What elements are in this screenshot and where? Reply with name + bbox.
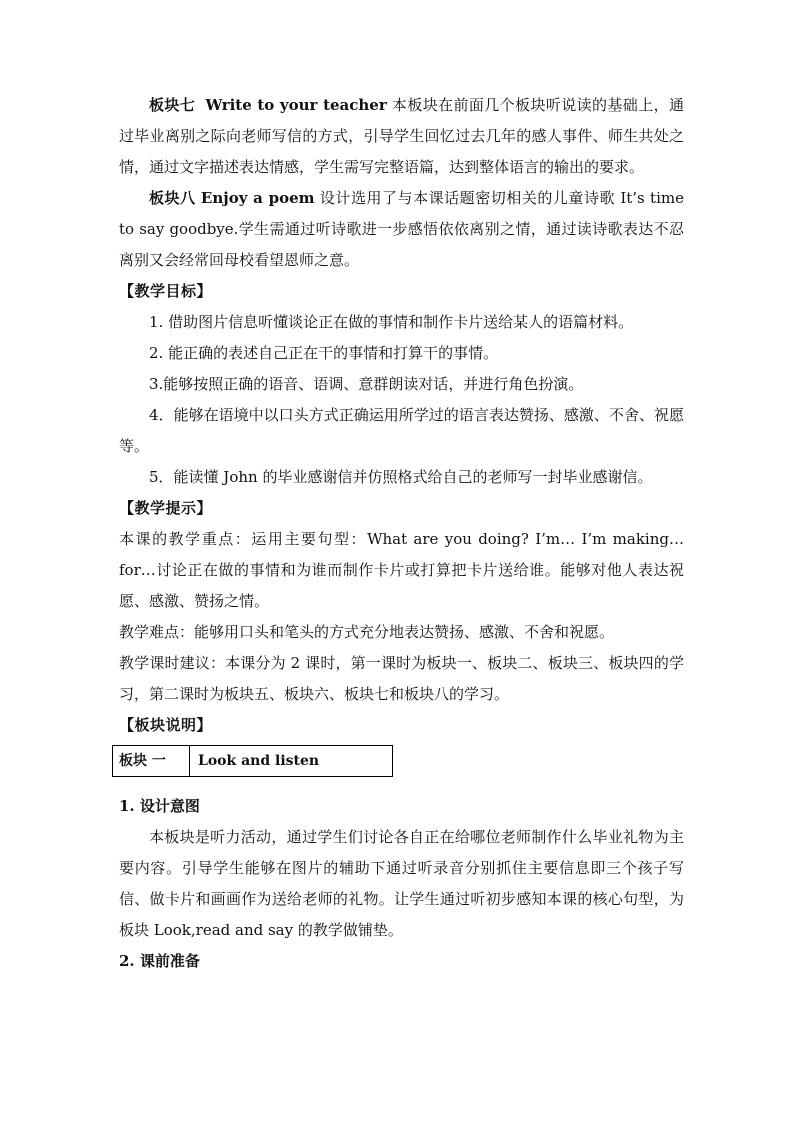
module-7-label: 板块七 [149, 96, 196, 114]
module-8-label: 板块八 [149, 189, 196, 207]
module-table [112, 745, 393, 777]
paragraph-module-8 [119, 183, 684, 276]
spacer [119, 777, 684, 791]
table-row [113, 746, 393, 777]
module-number-cell: 板块 一 [113, 746, 190, 777]
objective-item: 2. 能正确的表述自己正在干的事情和打算干的事情。 [149, 344, 499, 362]
objective-item: 3.能够按照正确的语音、语调、意群朗读对话，并进行角色扮演。 [149, 375, 584, 393]
prep-heading: 2. 课前准备 [119, 952, 200, 970]
objective-item: 5．能读懂 John 的毕业感谢信并仿照格式给自己的老师写一封毕业感谢信。 [149, 468, 653, 486]
tips-schedule: 教学课时建议：本课分为 2 课时，第一课时为板块一、板块二、板块三、板块四的学习，第二课时为板块五、板块六、板块七和板块八的学习。 [119, 654, 684, 703]
objective-item: 1. 借助图片信息听懂谈论正在做的事情和制作卡片送给某人的语篇材料。 [149, 313, 634, 331]
module-title-cell: Look and listen [190, 746, 393, 777]
objective-item: 4．能够在语境中以口头方式正确运用所学过的语言表达赞扬、感激、不舍、祝愿等。 [119, 406, 684, 455]
objectives-heading: 【教学目标】 [119, 282, 213, 300]
module-7-title: Write to your teacher [205, 96, 387, 114]
design-heading: 1. 设计意图 [119, 797, 200, 815]
modules-heading: 【板块说明】 [119, 716, 213, 734]
module-8-text: 设计选用了与本课话题密切相关的儿童诗歌 It’s time to say goodbye.学生需通过听诗歌进一步感悟依依离别之情，通过读诗歌表达不忍离别又会经常回母校看望恩师之意。 [119, 189, 684, 269]
design-text: 本板块是听力活动，通过学生们讨论各自正在给哪位老师制作什么毕业礼物为主要内容。引导学生能够在图片的辅助下通过听录音分别抓住主要信息即三个孩子写信、做卡片和画画作为送给老师的礼物。让学生通过听初步感知本课的核心句型，为板块 Look,read and say 的教学做铺垫。 [119, 828, 684, 939]
module-table-wrap [112, 745, 684, 777]
module-7-text: 本板块在前面几个板块听说读的基础上，通过毕业离别之际向老师写信的方式，引导学生回忆过去几年的感人事件、师生共处之情，通过文字描述表达情感，学生需写完整语篇，达到整体语言的输出的要求。 [119, 96, 684, 176]
document-page [119, 90, 684, 977]
module-8-title: Enjoy a poem [200, 189, 315, 207]
tips-focus: 本课的教学重点：运用主要句型：What are you doing? I’m… I’m making… for…讨论正在做的事情和为谁而制作卡片或打算把卡片送给谁。能够对他人表达祝愿、感激、赞扬之情。 [119, 530, 684, 610]
paragraph-module-7 [119, 90, 684, 183]
tips-difficulty: 教学难点：能够用口头和笔头的方式充分地表达赞扬、感激、不舍和祝愿。 [119, 623, 615, 641]
tips-heading: 【教学提示】 [119, 499, 213, 517]
